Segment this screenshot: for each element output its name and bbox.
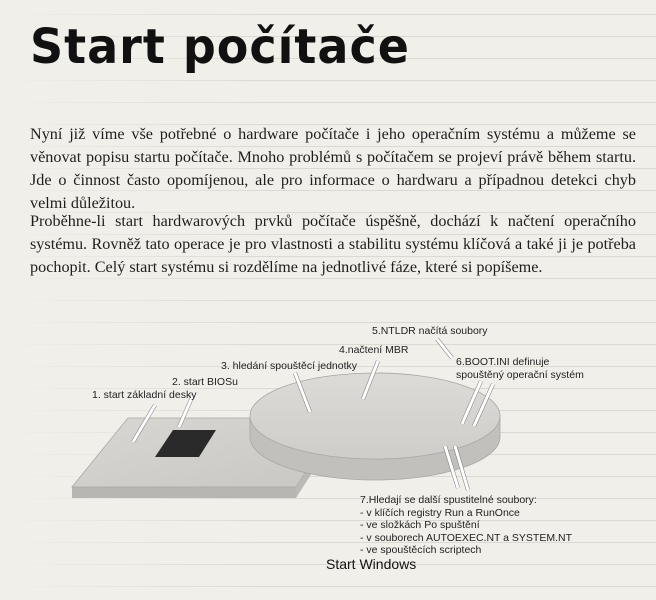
page-title: Start počítače bbox=[30, 18, 410, 75]
step-7-label bbox=[360, 494, 572, 557]
hard-disk-illustration bbox=[250, 373, 500, 480]
step-6-line-2: spouštěný operační systém bbox=[456, 368, 584, 381]
second-paragraph: Proběhne-li start hardwarových prvků počítače úspěšně, dochází k načtení operačního systému. Rovněž tato operace je pro vlastnosti a stabilitu systému klíčová a také ji je potřeba pochopit. Celý start systému si rozdělíme na jednotlivé fáze, které si popíšeme. bbox=[30, 212, 636, 276]
step-7-line-5: - ve spouštěcích scriptech bbox=[360, 544, 482, 556]
step-6-line-1: 6.BOOT.INI definuje bbox=[456, 356, 550, 368]
arrow-step5 bbox=[437, 339, 452, 358]
step-3-label: 3. hledání spouštěcí jednotky bbox=[221, 360, 358, 372]
step-6-label bbox=[456, 356, 584, 381]
step-7-line-4: - v souborech AUTOEXEC.NT a SYSTEM.NT bbox=[360, 531, 573, 544]
step-1-label: 1. start základní desky bbox=[92, 389, 197, 401]
step-5-label: 5.NTLDR načítá soubory bbox=[372, 325, 488, 337]
step-4-label: 4.načtení MBR bbox=[339, 344, 409, 356]
intro-paragraph: Nyní již víme vše potřebné o hardware počítače i jeho operačním systému a můžeme se věnovat popisu startu počítače. Mnoho problémů s počítačem se projeví právě během startu. Jde o činnost často opomíjenou, ale pro informace o hardwaru a případnou detekci chyb velmi důležitou. bbox=[30, 125, 636, 212]
step-2-label: 2. start BIOSu bbox=[172, 376, 238, 388]
step-7-line-1: 7.Hledají se další spustitelné soubory: bbox=[360, 494, 537, 506]
step-7-line-2: - v klíčích registry Run a RunOnce bbox=[360, 506, 520, 519]
diagram-caption: Start Windows bbox=[326, 556, 417, 572]
step-7-line-3: - ve složkách Po spuštění bbox=[360, 519, 480, 531]
